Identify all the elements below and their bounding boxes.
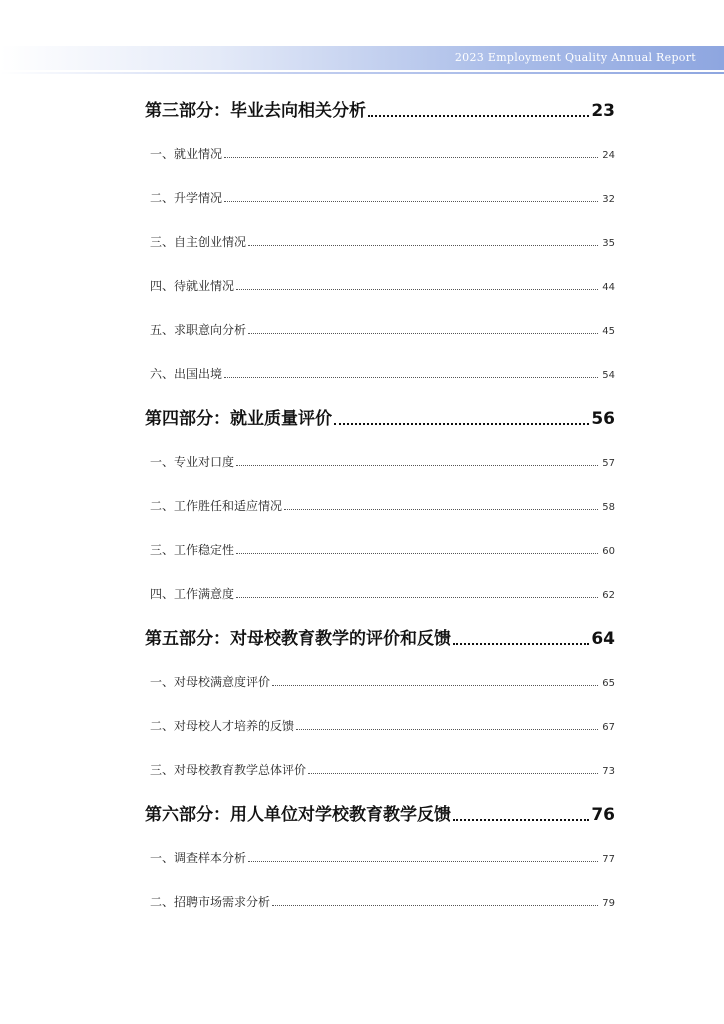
- toc-part-entry[interactable]: [145, 800, 615, 825]
- dot-leader: [224, 157, 598, 158]
- toc-part-label: 第六部分：用人单位对学校教育教学反馈: [145, 805, 451, 825]
- toc-page-number: 23: [591, 101, 615, 121]
- dot-leader: [224, 201, 598, 202]
- dot-leader: [248, 861, 598, 862]
- toc-page-number: 60: [602, 546, 615, 557]
- toc-page-number: 64: [591, 629, 615, 649]
- toc-page-number: 62: [602, 590, 615, 601]
- toc-item-entry[interactable]: [150, 717, 615, 734]
- toc-page-number: 76: [591, 805, 615, 825]
- toc-part-label: 第三部分：毕业去向相关分析: [145, 101, 366, 121]
- dot-leader: [296, 729, 598, 730]
- toc-page-number: 35: [602, 238, 615, 249]
- toc-part-label: 第五部分：对母校教育教学的评价和反馈: [145, 629, 451, 649]
- toc-part-entry[interactable]: [145, 624, 615, 649]
- toc-item-label: 三、自主创业情况: [150, 235, 247, 249]
- toc-item-label: 三、对母校教育教学总体评价: [150, 763, 307, 777]
- toc-page-number: 54: [602, 370, 615, 381]
- toc-page-number: 73: [602, 766, 615, 777]
- toc-item-entry[interactable]: [150, 145, 615, 162]
- toc-item-entry[interactable]: [150, 893, 615, 910]
- dot-leader: [272, 905, 598, 906]
- toc-page-number: 45: [602, 326, 615, 337]
- toc-page-number: 58: [602, 502, 615, 513]
- running-header: 2023 Employment Quality Annual Report: [454, 51, 696, 64]
- toc-page-number: 67: [602, 722, 615, 733]
- toc-item-label: 三、工作稳定性: [150, 543, 235, 557]
- toc-item-label: 一、调查样本分析: [150, 851, 247, 865]
- dot-leader: [224, 377, 598, 378]
- toc-item-label: 一、对母校满意度评价: [150, 675, 271, 689]
- toc-item-entry[interactable]: [150, 497, 615, 514]
- dot-leader: [272, 685, 598, 686]
- toc-item-entry[interactable]: [150, 277, 615, 294]
- dot-leader: [284, 509, 598, 510]
- toc-item-entry[interactable]: [150, 761, 615, 778]
- dot-leader: [453, 643, 589, 645]
- toc-page-number: 44: [602, 282, 615, 293]
- toc-item-label: 二、招聘市场需求分析: [150, 895, 271, 909]
- toc-page-number: 65: [602, 678, 615, 689]
- toc-item-entry[interactable]: [150, 365, 615, 382]
- toc-page-number: 57: [602, 458, 615, 469]
- toc-part-entry[interactable]: [145, 96, 615, 121]
- toc-page-number: 32: [602, 194, 615, 205]
- toc-item-label: 二、工作胜任和适应情况: [150, 499, 283, 513]
- dot-leader: [236, 465, 598, 466]
- dot-leader: [308, 773, 598, 774]
- dot-leader: [248, 333, 598, 334]
- toc-page-number: 24: [602, 150, 615, 161]
- dot-leader: [453, 819, 589, 821]
- toc-item-entry[interactable]: [150, 849, 615, 866]
- toc-part-entry[interactable]: [145, 404, 615, 429]
- dot-leader: [236, 553, 598, 554]
- toc-item-entry[interactable]: [150, 189, 615, 206]
- toc-item-label: 四、待就业情况: [150, 279, 235, 293]
- toc-page-number: 56: [591, 409, 615, 429]
- dot-leader: [236, 289, 598, 290]
- dot-leader: [368, 115, 589, 117]
- dot-leader: [334, 423, 589, 425]
- toc-item-label: 二、对母校人才培养的反馈: [150, 719, 295, 733]
- toc-item-label: 六、出国出境: [150, 367, 223, 381]
- toc-item-label: 二、升学情况: [150, 191, 223, 205]
- toc-item-entry[interactable]: [150, 673, 615, 690]
- dot-leader: [248, 245, 598, 246]
- toc-item-label: 五、求职意向分析: [150, 323, 247, 337]
- toc-item-entry[interactable]: [150, 233, 615, 250]
- toc-item-label: 一、专业对口度: [150, 455, 235, 469]
- toc-part-label: 第四部分：就业质量评价: [145, 409, 332, 429]
- toc-item-entry[interactable]: [150, 541, 615, 558]
- toc-item-label: 四、工作满意度: [150, 587, 235, 601]
- toc-item-entry[interactable]: [150, 321, 615, 338]
- toc-item-entry[interactable]: [150, 585, 615, 602]
- toc-page-number: 79: [602, 898, 615, 909]
- dot-leader: [236, 597, 598, 598]
- toc-item-label: 一、就业情况: [150, 147, 223, 161]
- toc-page-number: 77: [602, 854, 615, 865]
- toc-item-entry[interactable]: [150, 453, 615, 470]
